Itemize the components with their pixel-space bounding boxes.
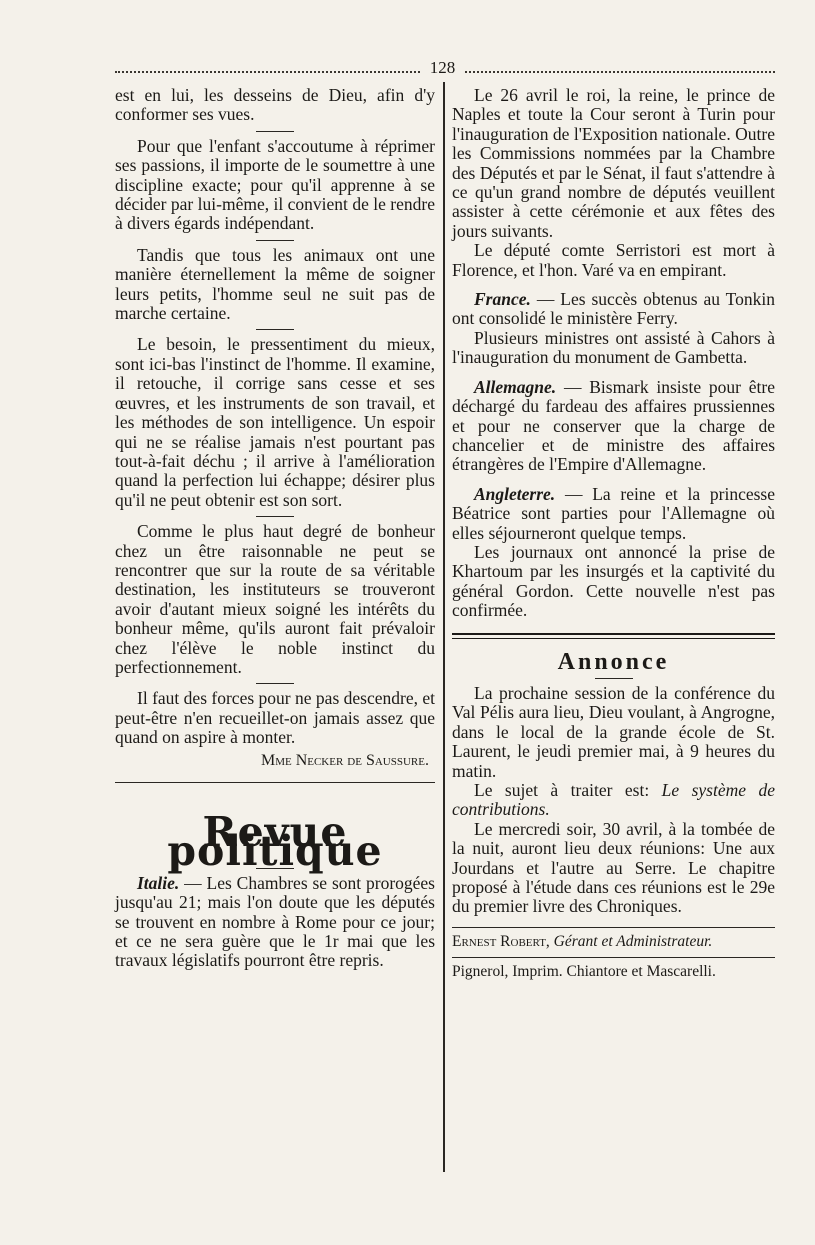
- manager-name: Ernest Robert: [452, 932, 546, 950]
- news-allemagne: [452, 378, 775, 475]
- country-label-italie: Italie.: [137, 872, 180, 893]
- article-paragraph: Il faut des forces pour ne pas descendre, et peut-être n'en recueillet-on jamais assez que quand on aspire à monter.: [115, 688, 435, 748]
- column-divider: [443, 82, 445, 1172]
- section-rule: [452, 633, 775, 639]
- news-italie-text: — Les Chambres se sont prorogées jusqu'au 21; mais l'on doute que les députés se trouvent en nombre à Rome pour ce jour; et ce ne sera guère que le 1r mai que les travaux législatifs pourront être repris.: [115, 872, 435, 971]
- section-separator: [256, 516, 294, 517]
- annonce-subject: Le système de contributions.: [452, 780, 775, 820]
- news-angleterre: [452, 485, 775, 543]
- manager-role: Gérant et Administrateur.: [553, 932, 713, 950]
- news-france: [452, 290, 775, 329]
- country-label-france: France.: [474, 289, 531, 310]
- article-paragraph: Le besoin, le pressentiment du mieux, sont ici-bas l'instinct de l'homme. Il examine, il retouche, il corrige sans cesse et ses œuvres, et les instruments de son travail, et les méthodes de son intelligence. Un espoir qui ne se réalise jamais n'est pourtant pas tout-à-fait déchu ; il arrive à l'amélioration quand la perfection lui échappe; désirer plus qu'il ne peut obtenir est son sort.: [115, 334, 435, 510]
- country-label-angleterre: Angleterre.: [474, 483, 556, 504]
- revue-politique-title: Revue politique: [167, 808, 383, 876]
- right-column: [452, 86, 775, 982]
- news-paragraph: Les journaux ont annoncé la prise de Khartoum par les insurgés et la captivité du général Gordon. Cette nouvelle n'est pas confirmée.: [452, 541, 775, 621]
- news-paragraph: Plusieurs ministres ont assisté à Cahors à l'inauguration du monument de Gambetta.: [452, 327, 775, 368]
- section-separator: [256, 240, 294, 241]
- header-rule-right: [465, 71, 775, 73]
- author-signature: Mme Necker de Saussure.: [260, 751, 429, 769]
- section-separator: [256, 683, 294, 684]
- page-number: 128: [429, 58, 456, 77]
- news-paragraph: Le 26 avril le roi, la reine, le prince de Naples et toute la Cour seront à Turin pour l'inauguration de l'Exposition nationale. Outre les Commissions nommées par la Chambre des Députés et par le Sénat, il faut s'attendre à ce qu'un grand nombre de députés veuillent assister à cette cérémonie et aux fêtes des jours suivants.: [452, 85, 775, 241]
- footer-printer: Pignerol, Imprim. Chiantore et Mascarelli.: [452, 963, 716, 981]
- article-paragraph: Tandis que tous les animaux ont une manière éternellement la même de soigner leurs petits, l'homme seul ne suit pas de marche certaine.: [115, 244, 435, 324]
- footer-rule: [452, 957, 775, 958]
- article-paragraph: est en lui, les desseins de Dieu, afin d'y conformer ses vues.: [115, 85, 435, 125]
- annonce-paragraph: La prochaine session de la conférence du Val Pélis aura lieu, Dieu voulant, à Angrogne, dans le local de la grande école de St. Laurent, le jeudi premier mai, à 9 heures du matin.: [452, 682, 775, 781]
- left-column: [115, 86, 435, 971]
- page-header: [115, 58, 775, 78]
- article-paragraph: Comme le plus haut degré de bonheur chez un être raisonnable ne peut se rencontrer que sur la route de sa véritable destination, les instituteurs se trouveront avoir d'autant mieux soigné les intérêts du bonheur même, qu'ils auront fait prévaloir chez l'élève le noble instinct du perfectionnement.: [115, 521, 435, 677]
- annonce-subject-lead: Le sujet à traiter est:: [474, 780, 662, 800]
- section-separator: [595, 678, 633, 679]
- annonce-title: Annonce: [557, 648, 670, 675]
- footer-rule: [452, 927, 775, 928]
- news-italie: [115, 874, 435, 971]
- section-separator: [256, 329, 294, 330]
- country-label-allemagne: Allemagne.: [474, 376, 557, 397]
- annonce-paragraph: [452, 781, 775, 820]
- article-paragraph: Pour que l'enfant s'accoutume à réprimer ses passions, il importe de le soumettre à une discipline exacte; pour qu'il apprenne à se décider par lui-même, il convient de le rendre à divers égards indépendant.: [115, 135, 435, 234]
- news-paragraph: Le député comte Serristori est mort à Florence, et l'hon. Varé va en empirant.: [452, 240, 775, 280]
- section-rule: [115, 782, 435, 783]
- header-rule-left: [115, 71, 420, 73]
- section-separator: [256, 131, 294, 132]
- annonce-paragraph: Le mercredi soir, 30 avril, à la tombée de la nuit, auront lieu deux réunions: Une aux Jourdans et l'autre au Serre. Le chapitre proposé à l'étude dans ces réunions est le 29e du premier livre des Chroniques.: [452, 818, 775, 917]
- footer-manager: Ernest Robert, Gérant et Administrateur.: [452, 932, 713, 950]
- news-france-text: — Les succès obtenus au Tonkin ont consolidé le ministère Ferry.: [452, 289, 775, 329]
- news-angleterre-text: — La reine et la princesse Béatrice sont parties pour l'Allemagne où elles séjourneront quelque temps.: [452, 483, 775, 543]
- news-allemagne-text: — Bismark insiste pour être déchargé du fardeau des affaires prussiennes et pour ne conserver que la charge de chancelier et de ministre des affaires étrangères de l'Empire d'Allemagne.: [452, 376, 775, 475]
